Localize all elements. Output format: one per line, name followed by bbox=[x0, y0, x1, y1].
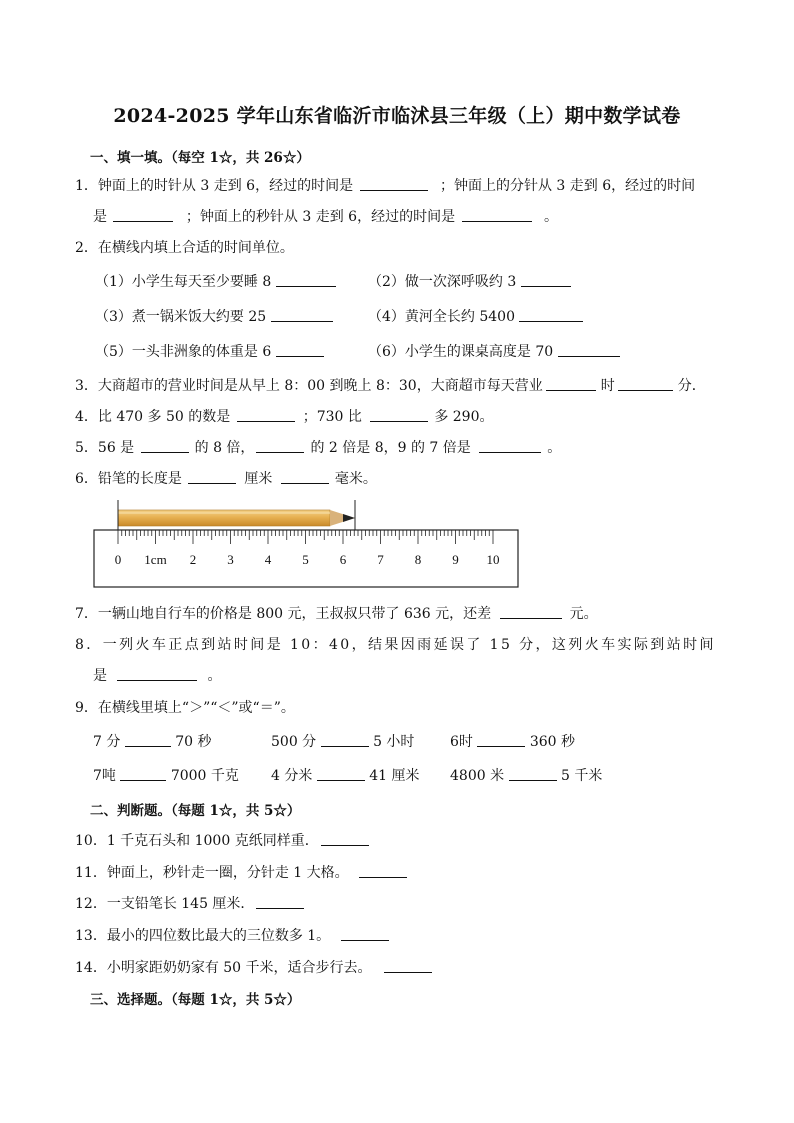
answer-blank[interactable] bbox=[113, 207, 173, 222]
question-2-item-4 bbox=[368, 306, 583, 326]
compare-left: 4800 米 bbox=[450, 768, 505, 784]
ruler-label: 0 bbox=[114, 552, 122, 567]
q9-row-1-item-2 bbox=[271, 731, 414, 751]
answer-blank[interactable] bbox=[276, 272, 336, 287]
q9-row-2-item-1 bbox=[93, 765, 239, 785]
ruler-label: 8 bbox=[414, 552, 422, 567]
q9-row-1-item-3 bbox=[450, 731, 575, 751]
ruler-label: 6 bbox=[339, 552, 347, 567]
question-3 bbox=[75, 375, 706, 395]
q2-item-text: （5）一头非洲象的体重是 6 bbox=[95, 344, 272, 360]
q6-unit-mm: 毫米。 bbox=[334, 471, 377, 487]
q9-row-1-item-1 bbox=[93, 731, 212, 751]
answer-blank[interactable] bbox=[479, 438, 541, 453]
answer-blank[interactable] bbox=[384, 958, 432, 973]
answer-blank[interactable] bbox=[281, 469, 329, 484]
q7-text: 7．一辆山地自行车的价格是 800 元，王叔叔只带了 636 元，还差 bbox=[75, 606, 492, 622]
q2-item-text: （3）煮一锅米饭大约要 25 bbox=[95, 309, 267, 325]
ruler-label: 5 bbox=[302, 552, 309, 567]
ruler-label: 10 bbox=[486, 552, 500, 567]
question-8-line-1: 8．一列火车正点到站时间是 10：40，结果因雨延误了 15 分，这列火车实际到站时间 bbox=[75, 637, 716, 653]
ruler-label: 4 bbox=[264, 552, 272, 567]
answer-blank[interactable] bbox=[519, 307, 583, 322]
question-5 bbox=[75, 437, 561, 457]
answer-blank[interactable] bbox=[558, 342, 620, 357]
q9-row-2-item-2 bbox=[271, 765, 420, 785]
q1-text-e: 。 bbox=[543, 209, 558, 225]
q3-unit-hour: 时 bbox=[600, 378, 615, 394]
q7-unit: 元。 bbox=[569, 606, 598, 622]
ruler-label: 9 bbox=[452, 552, 459, 567]
compare-left: 500 分 bbox=[271, 734, 317, 750]
answer-blank[interactable] bbox=[321, 831, 369, 846]
answer-blank[interactable] bbox=[117, 666, 197, 681]
q4-text-b: ；730 比 bbox=[302, 409, 362, 425]
answer-blank[interactable] bbox=[360, 176, 428, 191]
q6-text-a: 6．铅笔的长度是 bbox=[75, 471, 182, 487]
q2-item-text: （1）小学生每天至少要睡 8 bbox=[95, 274, 272, 290]
answer-blank[interactable] bbox=[237, 407, 295, 422]
q5-text-b: 的 8 倍， bbox=[194, 440, 255, 456]
answer-blank[interactable] bbox=[370, 407, 428, 422]
q13-text: 13．最小的四位数比最大的三位数多 1。 bbox=[75, 928, 331, 944]
answer-blank[interactable] bbox=[317, 766, 365, 781]
q9-row-2-item-3 bbox=[450, 765, 602, 785]
question-11 bbox=[75, 862, 407, 882]
q8-text-c: 。 bbox=[207, 668, 222, 684]
section-3-heading: 三、选择题。（每题 1☆，共 5☆） bbox=[90, 992, 301, 1008]
q5-text-a: 5．56 是 bbox=[75, 440, 135, 456]
compare-right: 5 小时 bbox=[373, 734, 415, 750]
q12-text: 12．一支铅笔长 145 厘米． bbox=[75, 896, 255, 912]
question-12 bbox=[75, 893, 304, 913]
answer-blank[interactable] bbox=[256, 438, 304, 453]
ruler-pencil-illustration bbox=[93, 497, 519, 589]
q8-text-b: 是 bbox=[93, 668, 107, 684]
q3-unit-minute: 分． bbox=[677, 378, 706, 394]
exam-title: 2024-2025 学年山东省临沂市临沭县三年级（上）期中数学试卷 bbox=[113, 105, 681, 127]
question-1-line-2 bbox=[93, 206, 558, 226]
question-1-line-1 bbox=[75, 175, 695, 195]
q2-item-text: （4）黄河全长约 5400 bbox=[368, 309, 515, 325]
compare-right: 41 厘米 bbox=[369, 768, 420, 784]
ruler-label: 7 bbox=[377, 552, 384, 567]
compare-right: 7000 千克 bbox=[170, 768, 239, 784]
q5-text-d: 。 bbox=[547, 440, 562, 456]
question-14 bbox=[75, 957, 432, 977]
answer-blank[interactable] bbox=[521, 272, 571, 287]
compare-right: 360 秒 bbox=[529, 734, 575, 750]
answer-blank[interactable] bbox=[188, 469, 236, 484]
question-2-item-1 bbox=[95, 271, 336, 291]
answer-blank[interactable] bbox=[276, 342, 324, 357]
question-10 bbox=[75, 830, 369, 850]
answer-blank[interactable] bbox=[256, 894, 304, 909]
answer-blank[interactable] bbox=[618, 376, 673, 391]
answer-blank[interactable] bbox=[141, 438, 189, 453]
q1-text-d: ；钟面上的秒针从 3 走到 6，经过的时间是 bbox=[185, 209, 456, 225]
section-1-heading: 一、填一填。（每空 1☆，共 26☆） bbox=[90, 150, 310, 166]
answer-blank[interactable] bbox=[546, 376, 596, 391]
ruler-label: 3 bbox=[227, 552, 234, 567]
q1-text-c: 是 bbox=[93, 209, 107, 225]
answer-blank[interactable] bbox=[125, 732, 171, 747]
compare-left: 7 分 bbox=[93, 734, 121, 750]
ruler-label: 2 bbox=[189, 552, 197, 567]
q4-text-c: 多 290。 bbox=[434, 409, 494, 425]
q14-text: 14．小明家距奶奶家有 50 千米，适合步行去。 bbox=[75, 960, 372, 976]
q5-text-c: 的 2 倍是 8，9 的 7 倍是 bbox=[310, 440, 471, 456]
compare-right: 5 千米 bbox=[561, 768, 603, 784]
answer-blank[interactable] bbox=[500, 604, 562, 619]
question-13 bbox=[75, 925, 389, 945]
compare-right: 70 秒 bbox=[175, 734, 212, 750]
answer-blank[interactable] bbox=[462, 207, 532, 222]
answer-blank[interactable] bbox=[341, 926, 389, 941]
q11-text: 11．钟面上，秒针走一圈，分针走 1 大格。 bbox=[75, 865, 349, 881]
answer-blank[interactable] bbox=[321, 732, 369, 747]
q6-unit-cm: 厘米 bbox=[244, 471, 273, 487]
pencil-icon bbox=[118, 510, 355, 526]
ruler-label: 1cm bbox=[144, 552, 167, 567]
ruler-figure bbox=[93, 497, 519, 589]
answer-blank[interactable] bbox=[271, 307, 333, 322]
answer-blank[interactable] bbox=[477, 732, 525, 747]
question-2-item-3 bbox=[95, 306, 333, 326]
question-4 bbox=[75, 406, 494, 426]
compare-left: 7吨 bbox=[93, 768, 116, 784]
q2-item-text: （6）小学生的课桌高度是 70 bbox=[368, 344, 554, 360]
q1-text-b: ；钟面上的分针从 3 走到 6，经过的时间 bbox=[439, 178, 696, 194]
q3-text: 3．大商超市的营业时间是从早上 8：00 到晚上 8：30，大商超市每天营业 bbox=[75, 378, 543, 394]
answer-blank[interactable] bbox=[120, 766, 166, 781]
answer-blank[interactable] bbox=[359, 863, 407, 878]
section-2-heading: 二、判断题。（每题 1☆，共 5☆） bbox=[90, 803, 301, 819]
q1-text-a: 1．钟面上的时针从 3 走到 6，经过的时间是 bbox=[75, 178, 354, 194]
q10-text: 10．1 千克石头和 1000 克纸同样重． bbox=[75, 833, 319, 849]
compare-left: 4 分米 bbox=[271, 768, 313, 784]
question-2-item-2 bbox=[368, 271, 571, 291]
question-2-item-6 bbox=[368, 341, 620, 361]
compare-left: 6时 bbox=[450, 734, 473, 750]
question-7 bbox=[75, 603, 598, 623]
question-2-stem: 2．在横线内填上合适的时间单位。 bbox=[75, 240, 294, 256]
q2-item-text: （2）做一次深呼吸约 3 bbox=[368, 274, 517, 290]
question-9-stem: 9．在横线里填上“＞”“＜”或“＝”。 bbox=[75, 700, 295, 716]
question-8-line-2 bbox=[93, 665, 221, 685]
q4-text-a: 4．比 470 多 50 的数是 bbox=[75, 409, 231, 425]
question-2-item-5 bbox=[95, 341, 324, 361]
answer-blank[interactable] bbox=[509, 766, 557, 781]
question-6 bbox=[75, 468, 377, 488]
